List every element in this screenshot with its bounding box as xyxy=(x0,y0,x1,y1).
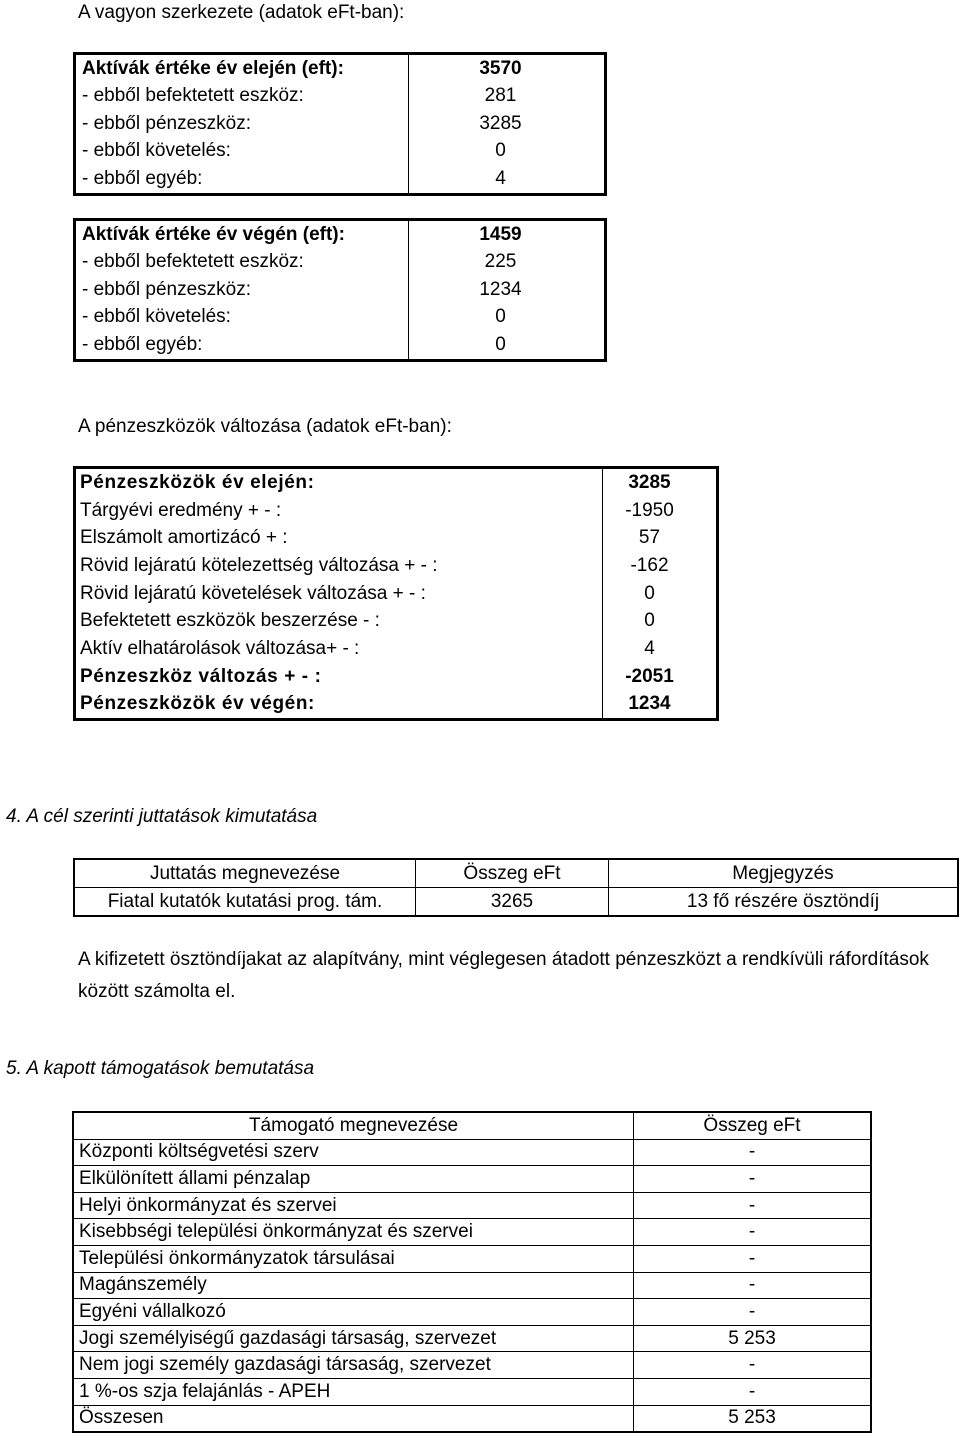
cash-flow-table xyxy=(73,466,719,721)
row-value: 225 xyxy=(484,251,517,273)
row-value: 0 xyxy=(495,333,506,355)
table-row xyxy=(73,1166,871,1193)
table-row xyxy=(73,1378,871,1405)
table-row xyxy=(75,110,606,138)
row-value: - xyxy=(634,1139,872,1166)
table-row xyxy=(75,165,606,194)
table-row xyxy=(73,1219,871,1246)
row-value: 5 253 xyxy=(634,1325,872,1352)
row-label: - ebből pénzeszköz: xyxy=(75,276,409,304)
column-header: Támogató megnevezése xyxy=(73,1112,634,1139)
table-row xyxy=(75,524,718,552)
row-value: 281 xyxy=(484,85,517,107)
row-label: Aktívák értéke év elején (eft): xyxy=(75,54,409,83)
row-value: - xyxy=(634,1378,872,1405)
row-label: Egyéni vállalkozó xyxy=(73,1299,634,1326)
table-row xyxy=(75,249,606,277)
row-label: Aktív elhatárolások változása+ - : xyxy=(75,635,603,663)
assets-end-table xyxy=(73,218,607,362)
row-label: Befektetett eszközök beszerzése - : xyxy=(75,607,603,635)
row-label: - ebből követelés: xyxy=(75,138,409,166)
table-row xyxy=(75,138,606,166)
table-row xyxy=(75,276,606,304)
row-value: 5 253 xyxy=(634,1405,872,1432)
table-row xyxy=(73,1245,871,1272)
grants-table xyxy=(73,858,959,917)
column-header: Összeg eFt xyxy=(416,859,609,888)
row-label: - ebből egyéb: xyxy=(75,165,409,194)
row-value: - xyxy=(634,1219,872,1246)
row-value: - xyxy=(634,1245,872,1272)
row-value: 1459 xyxy=(479,223,522,245)
table-row xyxy=(75,635,718,663)
assets-start-table xyxy=(73,52,607,196)
row-label: Pénzeszköz változás + - : xyxy=(75,663,603,691)
section-5-heading: 5. A kapott támogatások bemutatása xyxy=(6,1058,315,1079)
table-row xyxy=(73,1325,871,1352)
row-value: -162 xyxy=(630,554,669,576)
table-row xyxy=(74,888,958,917)
row-value: - xyxy=(634,1272,872,1299)
row-value: 0 xyxy=(495,140,506,162)
row-value: 57 xyxy=(638,527,661,549)
row-label: Jogi személyiségű gazdasági társaság, szervezet xyxy=(73,1325,634,1352)
row-label: - ebből befektetett eszköz: xyxy=(75,249,409,277)
row-label: Tárgyévi eredmény + - : xyxy=(75,497,603,525)
row-value: 3570 xyxy=(479,57,522,79)
table-row xyxy=(75,580,718,608)
table-cell: 3265 xyxy=(416,888,609,917)
row-value: -1950 xyxy=(625,499,674,521)
column-header: Juttatás megnevezése xyxy=(74,859,416,888)
table-cell: Fiatal kutatók kutatási prog. tám. xyxy=(74,888,416,917)
row-label: Nem jogi személy gazdasági társaság, szervezet xyxy=(73,1352,634,1379)
row-label: Magánszemély xyxy=(73,1272,634,1299)
row-label: Kisebbségi települési önkormányzat és szervei xyxy=(73,1219,634,1246)
row-value: - xyxy=(634,1192,872,1219)
table-row xyxy=(75,220,606,249)
row-label: Központi költségvetési szerv xyxy=(73,1139,634,1166)
table-row xyxy=(75,663,718,691)
table-row xyxy=(75,691,718,720)
row-label: Rövid lejáratú kötelezettség változása + - : xyxy=(75,552,603,580)
row-value: 4 xyxy=(495,167,506,189)
vagyon-heading: A vagyon szerkezete (adatok eFt-ban): xyxy=(78,2,405,23)
row-value: 1234 xyxy=(628,693,671,715)
table-row xyxy=(75,468,718,497)
row-value: -2051 xyxy=(625,665,674,687)
row-label: - ebből követelés: xyxy=(75,304,409,332)
row-label: 1 %-os szja felajánlás - APEH xyxy=(73,1378,634,1405)
row-label: Helyi önkormányzat és szervei xyxy=(73,1192,634,1219)
table-row xyxy=(75,607,718,635)
row-label: Aktívák értéke év végén (eft): xyxy=(75,220,409,249)
row-label: - ebből befektetett eszköz: xyxy=(75,83,409,111)
table-row xyxy=(75,54,606,83)
row-label: Települési önkormányzatok társulásai xyxy=(73,1245,634,1272)
table-row xyxy=(75,331,606,360)
row-value: 3285 xyxy=(628,471,671,493)
table-cell: 13 fő részére ösztöndíj xyxy=(609,888,959,917)
cash-heading: A pénzeszközök változása (adatok eFt-ban): xyxy=(78,416,452,437)
row-value: 0 xyxy=(644,610,655,632)
row-value: 0 xyxy=(495,306,506,328)
table-row xyxy=(73,1352,871,1379)
row-label: Rövid lejáratú követelések változása + - : xyxy=(75,580,603,608)
row-label: Elkülönített állami pénzalap xyxy=(73,1166,634,1193)
table-header-row xyxy=(74,859,958,888)
row-label: - ebből pénzeszköz: xyxy=(75,110,409,138)
row-label: Pénzeszközök év elején: xyxy=(75,468,603,497)
table-row xyxy=(75,83,606,111)
row-value: - xyxy=(634,1352,872,1379)
section-4-heading: 4. A cél szerinti juttatások kimutatása xyxy=(6,806,318,827)
table-row xyxy=(73,1139,871,1166)
row-value: 0 xyxy=(644,582,655,604)
row-value: - xyxy=(634,1299,872,1326)
table-row xyxy=(75,497,718,525)
table-header-row xyxy=(73,1112,871,1139)
row-value: 3285 xyxy=(479,112,522,134)
table-row xyxy=(75,304,606,332)
row-value: - xyxy=(634,1166,872,1193)
column-header: Összeg eFt xyxy=(634,1112,872,1139)
table-row xyxy=(75,552,718,580)
supports-table xyxy=(72,1111,872,1433)
table-row xyxy=(73,1272,871,1299)
table-row xyxy=(73,1299,871,1326)
table-row-total xyxy=(73,1405,871,1432)
row-label: - ebből egyéb: xyxy=(75,331,409,360)
row-label: Pénzeszközök év végén: xyxy=(75,691,603,720)
column-header: Megjegyzés xyxy=(609,859,959,888)
grants-note: A kifizetett ösztöndíjakat az alapítvány, mint véglegesen átadott pénzeszközt a rendkívüli ráfordítások között számolta el. xyxy=(78,949,929,1002)
row-label: Összesen xyxy=(73,1405,634,1432)
table-row xyxy=(73,1192,871,1219)
row-value: 1234 xyxy=(479,278,522,300)
row-label: Elszámolt amortizácó + : xyxy=(75,524,603,552)
row-value: 4 xyxy=(644,637,655,659)
